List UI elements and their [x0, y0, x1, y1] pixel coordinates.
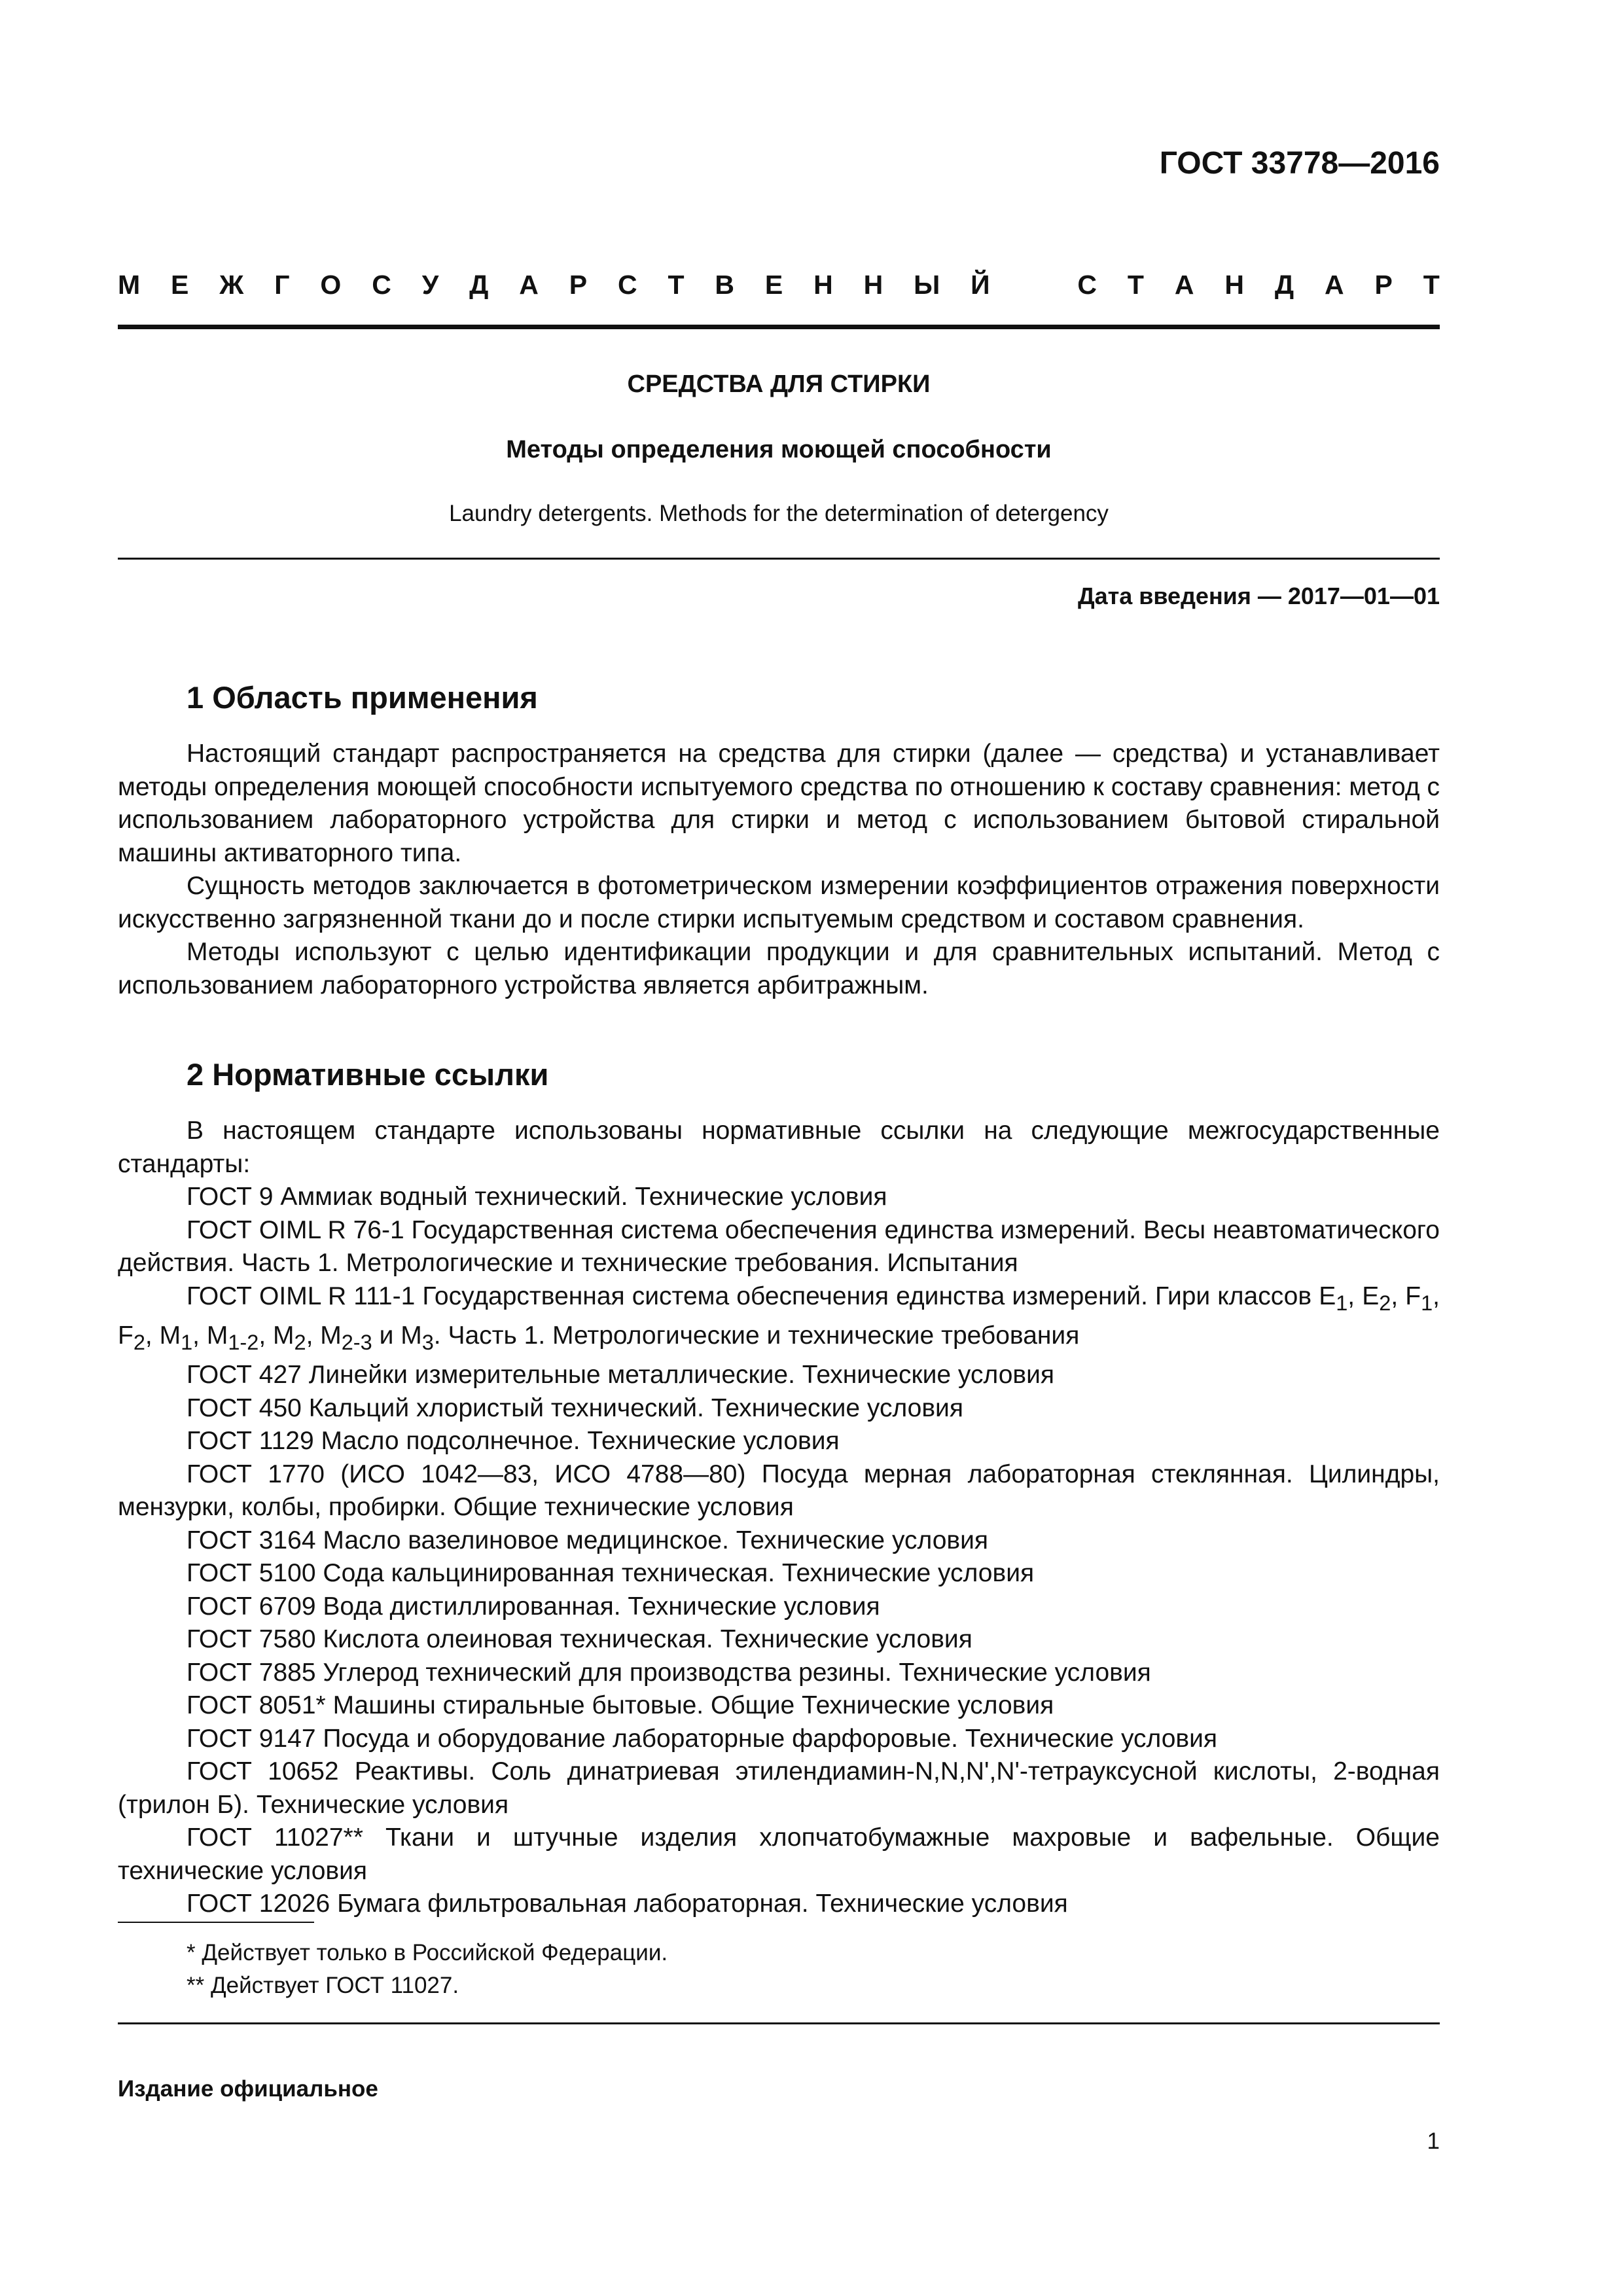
banner-letter: А: [1174, 270, 1194, 300]
reference-code: ГОСТ 12026: [187, 1890, 330, 1918]
reference-item: [118, 1425, 1440, 1458]
section-1-body: [118, 738, 1440, 1002]
page-number: 1: [1427, 2128, 1440, 2154]
class-e2: $E_2$: [1362, 1282, 1391, 1315]
reference-item: [118, 1755, 1440, 1821]
reference-title: Государственная система обеспечения единства измерений. Гири классов: [422, 1282, 1312, 1310]
class-m2-3: $M_{2-3}$: [320, 1321, 372, 1354]
class-m1-2: $M_{1-2}$: [206, 1321, 259, 1354]
banner-letter: О: [320, 270, 342, 300]
class-e1: $E_1$: [1319, 1282, 1348, 1315]
reference-code: ГОСТ 1129: [187, 1427, 314, 1456]
reference-code: ГОСТ OIML R 111-1: [187, 1282, 416, 1310]
reference-item: [118, 1359, 1440, 1392]
reference-title: Аммиак водный технический. Технические условия: [280, 1183, 887, 1211]
reference-title: Посуда и оборудование лабораторные фарфоровые. Технические условия: [323, 1724, 1218, 1753]
reference-title: (ИСО 1042—83, ИСО 4788—80) Посуда мерная лабораторная стеклянная. Цилиндры, мензурки, колбы, пробирки. Общие технические условия: [118, 1460, 1440, 1522]
reference-code: ГОСТ 6709: [187, 1592, 316, 1621]
section-1-paragraph: Методы используют с целью идентификации продукции и для сравнительных испытаний. Метод с использованием лабораторного устройства является арбитражным.: [118, 938, 1440, 999]
banner-letter: Р: [1374, 270, 1393, 300]
section-2-heading: 2 Нормативные ссылки: [187, 1057, 549, 1092]
section-1-heading: 1 Область применения: [187, 680, 538, 715]
section-1-paragraph: Настоящий стандарт распространяется на средства для стирки (далее — средства) и устанавливает методы определения моющей способности испытуемого средства по отношению к составу сравнения: метод с использованием лабораторного устройства для стирки и метод с использованием бытовой стиральной машины активаторного типа.: [118, 740, 1440, 867]
reference-code: ГОСТ 10652: [187, 1757, 339, 1786]
reference-title: Углерод технический для производства резины. Технические условия: [323, 1658, 1151, 1687]
reference-title: Ткани и штучные изделия хлопчатобумажные махровые и вафельные. Общие технические условия: [118, 1823, 1440, 1885]
banner-letter: Ы: [914, 270, 940, 300]
standard-subtitle: Методы определения моющей способности: [506, 436, 1052, 463]
banner-letter: Ж: [219, 270, 244, 300]
reference-title: Масло вазелиновое медицинское. Технические условия: [323, 1526, 989, 1554]
banner-letter: Н: [1224, 270, 1244, 300]
reference-code: ГОСТ 9147: [187, 1724, 316, 1753]
reference-item: [118, 1458, 1440, 1524]
banner-letter: У: [421, 270, 439, 300]
banner-letter: Д: [1274, 270, 1294, 300]
banner-letter: Е: [764, 270, 783, 300]
banner-letter: Г: [274, 270, 290, 300]
reference-item: [118, 1623, 1440, 1657]
section-1-paragraph: Сущность методов заключается в фотометрическом измерении коэффициентов отражения поверхности искусственно загрязненной ткани до и после стирки испытуемым средством и составом сравнения.: [118, 872, 1440, 933]
reference-code: ГОСТ 427: [187, 1361, 302, 1390]
banner-letter: Д: [469, 270, 489, 300]
reference-code: ГОСТ 450: [187, 1393, 302, 1422]
reference-code: ГОСТ 5100: [187, 1559, 316, 1588]
banner-letter: В: [715, 270, 734, 300]
class-m3: $M_3$: [401, 1321, 434, 1354]
reference-item: [118, 1557, 1440, 1590]
reference-title: Линейки измерительные металлические. Технические условия: [308, 1361, 1055, 1390]
banner-letter: С: [372, 270, 391, 300]
reference-code: ГОСТ 8051*: [187, 1691, 326, 1720]
footnote-rule: [118, 1922, 314, 1923]
reference-code: ГОСТ 11027**: [187, 1823, 363, 1852]
reference-item: [118, 1214, 1440, 1280]
reference-item: [118, 1689, 1440, 1723]
reference-item: [118, 1821, 1440, 1888]
banner-letter: Т: [1423, 270, 1440, 300]
reference-title: Государственная система обеспечения единства измерений. Весы неавтоматического действия. Часть 1. Метрологические и технические требования. Испытания: [118, 1215, 1440, 1277]
reference-title: Кальций хлористый технический. Технические условия: [308, 1393, 963, 1422]
banner-letter: А: [1324, 270, 1344, 300]
standard-title: СРЕДСТВА ДЛЯ СТИРКИ: [627, 370, 931, 398]
reference-title: Масло подсолнечное. Технические условия: [321, 1427, 840, 1456]
footer-rule: [118, 2022, 1440, 2024]
reference-item: [118, 1657, 1440, 1690]
class-m2: $M_2$: [272, 1321, 306, 1354]
title-rule: [118, 558, 1440, 560]
interstate-standard-banner: [118, 270, 1440, 300]
reference-title: Кислота олеиновая техническая. Технические условия: [323, 1625, 972, 1654]
banner-letter: Е: [171, 270, 189, 300]
banner-letter: А: [519, 270, 539, 300]
section-2-intro: В настоящем стандарте использованы нормативные ссылки на следующие межгосударственные стандарты:: [118, 1117, 1440, 1178]
english-title: Laundry detergents. Methods for the determination of detergency: [449, 501, 1109, 526]
banner-letter: Н: [813, 270, 833, 300]
section-2-body: [118, 1115, 1440, 1921]
reference-code: ГОСТ 7580: [187, 1625, 316, 1654]
reference-code: ГОСТ 1770: [187, 1460, 325, 1488]
reference-code: ГОСТ 7885: [187, 1658, 316, 1687]
official-edition-label: Издание официальное: [118, 2076, 378, 2102]
banner-letter: Й: [971, 270, 990, 300]
banner-letter: С: [1077, 270, 1097, 300]
document-code: ГОСТ 33778—2016: [1159, 146, 1440, 181]
banner-gap: [1021, 270, 1047, 300]
banner-letter: Н: [863, 270, 883, 300]
reference-item: [118, 1723, 1440, 1756]
introduction-date: Дата введения — 2017—01—01: [1077, 583, 1440, 609]
class-f1: $F_1$: [1405, 1282, 1433, 1315]
reference-item: [118, 1524, 1440, 1558]
reference-title: Бумага фильтровальная лабораторная. Технические условия: [337, 1890, 1068, 1918]
banner-letter: Р: [569, 270, 588, 300]
banner-letter: Т: [668, 270, 685, 300]
reference-item: [118, 1590, 1440, 1624]
reference-code: ГОСТ 3164: [187, 1526, 316, 1554]
banner-letter: С: [617, 270, 637, 300]
reference-title: Вода дистиллированная. Технические условия: [323, 1592, 880, 1621]
header-rule: [118, 325, 1440, 329]
footnote-2: ** Действует ГОСТ 11027.: [187, 1973, 459, 1998]
class-f2: $F_2$: [118, 1321, 145, 1354]
reference-item: ГОСТ OIML R 111-1 Государственная система обеспечения единства измерений. Гири классов $E_1$, $E_2$, $F_1$, $F_2$, $M_1$, $M_{1-2}$, $M_2$, $M_{2-3}$ и $M_3$. Часть 1. Метрологические и технические требования: [118, 1282, 1440, 1354]
footnote-1: * Действует только в Российской Федерации.: [187, 1940, 668, 1965]
class-m1: $M_1$: [159, 1321, 193, 1354]
reference-item: [118, 1181, 1440, 1214]
reference-item: [118, 1888, 1440, 1921]
reference-title: Реактивы. Соль динатриевая этилендиамин-N,N,N',N'-тетрауксусной кислоты, 2-водная (трилон Б). Технические условия: [118, 1757, 1440, 1819]
reference-item: [118, 1392, 1440, 1426]
reference-code: ГОСТ OIML R 76-1: [187, 1215, 404, 1244]
reference-title: Сода кальцинированная техническая. Технические условия: [323, 1559, 1035, 1588]
reference-code: ГОСТ 9: [187, 1183, 274, 1211]
banner-letter: М: [118, 270, 141, 300]
banner-letter: Т: [1127, 270, 1144, 300]
reference-title: Машины стиральные бытовые. Общие Технические условия: [332, 1691, 1054, 1720]
